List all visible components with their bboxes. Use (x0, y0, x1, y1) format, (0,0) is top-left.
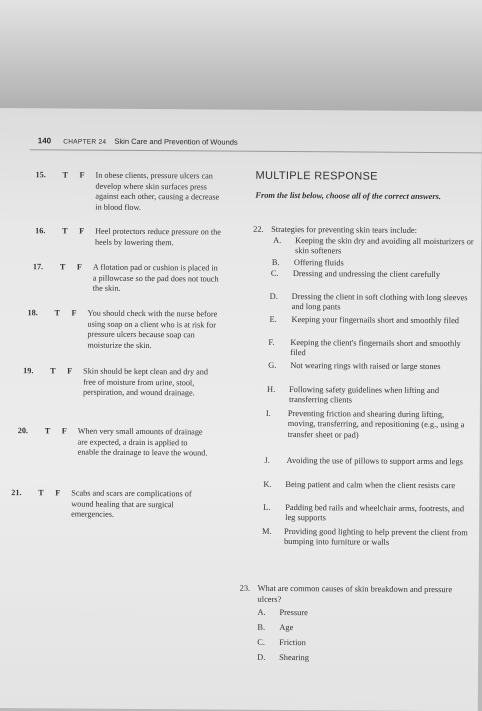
option-letter: K. (263, 479, 272, 489)
question-number: 18. (27, 308, 38, 318)
option-letter: G. (268, 360, 277, 370)
option-letter: L. (263, 502, 271, 512)
option-text: Pressure (279, 607, 308, 618)
header-rule (30, 149, 482, 153)
question-text: A flotation pad or cushion is placed in a pillowcase so the pad does not touch the skin. (92, 262, 219, 293)
false-option[interactable]: F (61, 426, 67, 436)
false-option[interactable]: F (79, 170, 85, 180)
option-letter: H. (267, 384, 276, 394)
question-number: 19. (23, 366, 34, 376)
true-option[interactable]: T (59, 262, 66, 272)
option-letter: C. (257, 637, 265, 647)
false-option[interactable]: F (67, 366, 73, 376)
option-letter: M. (262, 526, 272, 536)
section-title: MULTIPLE RESPONSE (255, 169, 378, 183)
option-text: Keeping the skin dry and avoiding all moisturizers or skin softeners (294, 236, 474, 256)
option-text: Dressing and undressing the client carefully (292, 269, 441, 280)
option-text: Age (279, 622, 294, 633)
option-letter: E. (269, 314, 277, 324)
section-instructions: From the list below, choose all of the correct answers. (255, 190, 442, 202)
chapter-label: CHAPTER 24 (63, 138, 107, 146)
option-letter: J. (264, 455, 270, 465)
true-option[interactable]: T (44, 426, 51, 436)
false-option[interactable]: F (76, 262, 82, 272)
false-option[interactable]: F (55, 488, 61, 498)
question-text: Heel protectors reduce pressure on the heels by lowering them. (95, 226, 221, 247)
option-text: Preventing friction and shearing during lifting, moving, transferring, and repositioning (e.g., using a transfer sheet or pad) (287, 409, 465, 440)
question-number: 23. (239, 583, 251, 593)
option-letter: A. (273, 235, 282, 245)
option-letter: A. (257, 607, 266, 617)
false-option[interactable]: F (71, 308, 77, 318)
option-text: Keeping your fingernails short and smoothly filed (291, 315, 460, 326)
question-number: 17. (32, 262, 44, 272)
option-text: Offering fluids (293, 258, 344, 268)
option-text: Shearing (279, 652, 309, 663)
question-text: What are common causes of skin breakdown and pressure ulcers? (257, 583, 453, 604)
true-option[interactable]: T (62, 226, 68, 236)
true-option[interactable]: T (38, 488, 44, 498)
option-letter: D. (269, 291, 278, 301)
question-text: You should check with the nurse before using soap on a client who is at risk for pressure ulcers because soap can moisturize the skin. (87, 308, 218, 350)
page-number: 140 (37, 136, 52, 146)
option-letter: D. (257, 652, 266, 662)
option-text: Keeping the client's fingernails short and smoothly filed (290, 338, 461, 358)
false-option[interactable]: F (79, 226, 85, 236)
question-text: Skin should be kept clean and dry and free of moisture from urine, stool, perspiration, and wound drainage. (82, 366, 209, 398)
option-text: Friction (279, 637, 306, 648)
option-text: Following safety guidelines when lifting and transferring clients (288, 385, 440, 405)
true-option[interactable]: T (62, 170, 69, 180)
option-text: Padding bed rails and wheelchair arms, footrests, and leg supports (285, 503, 465, 523)
question-text: When very small amounts of drainage are expected, a drain is applied to enable the drainage to leave the wound. (77, 426, 208, 458)
true-option[interactable]: T (54, 308, 61, 318)
question-text: In obese clients, pressure ulcers can develop where skin surfaces press against each other, causing a decrease in blood flow. (95, 170, 220, 212)
question-text: Strategies for preventing skin tears include: (271, 224, 418, 235)
option-text: Being patient and calm when the client resists care (285, 480, 456, 491)
question-text: Scabs and scars are complications of wound healing that are surgical emergencies. (71, 488, 192, 519)
option-letter: I. (265, 408, 271, 418)
background-surface (0, 0, 482, 125)
option-text: Avoiding the use of pillows to support arms and legs (286, 456, 463, 467)
option-letter: B. (271, 257, 280, 267)
option-text: Dressing the client in soft clothing with long sleeves and long pants (291, 292, 468, 312)
option-letter: B. (257, 622, 266, 632)
question-number: 16. (35, 226, 46, 236)
question-number: 15. (35, 170, 46, 180)
question-number: 21. (11, 488, 22, 498)
chapter-title: Skin Care and Prevention of Wounds (114, 136, 238, 147)
question-number: 22. (253, 224, 264, 234)
true-option[interactable]: T (50, 366, 56, 376)
option-letter: F. (268, 337, 275, 347)
page-header (38, 136, 238, 146)
question-number: 20. (17, 426, 29, 436)
option-text: Providing good lighting to help prevent the client from bumping into furniture or walls (283, 526, 468, 548)
option-text: Not wearing rings with raised or large stones (290, 361, 441, 372)
option-letter: C. (270, 268, 279, 278)
textbook-page (0, 108, 482, 711)
